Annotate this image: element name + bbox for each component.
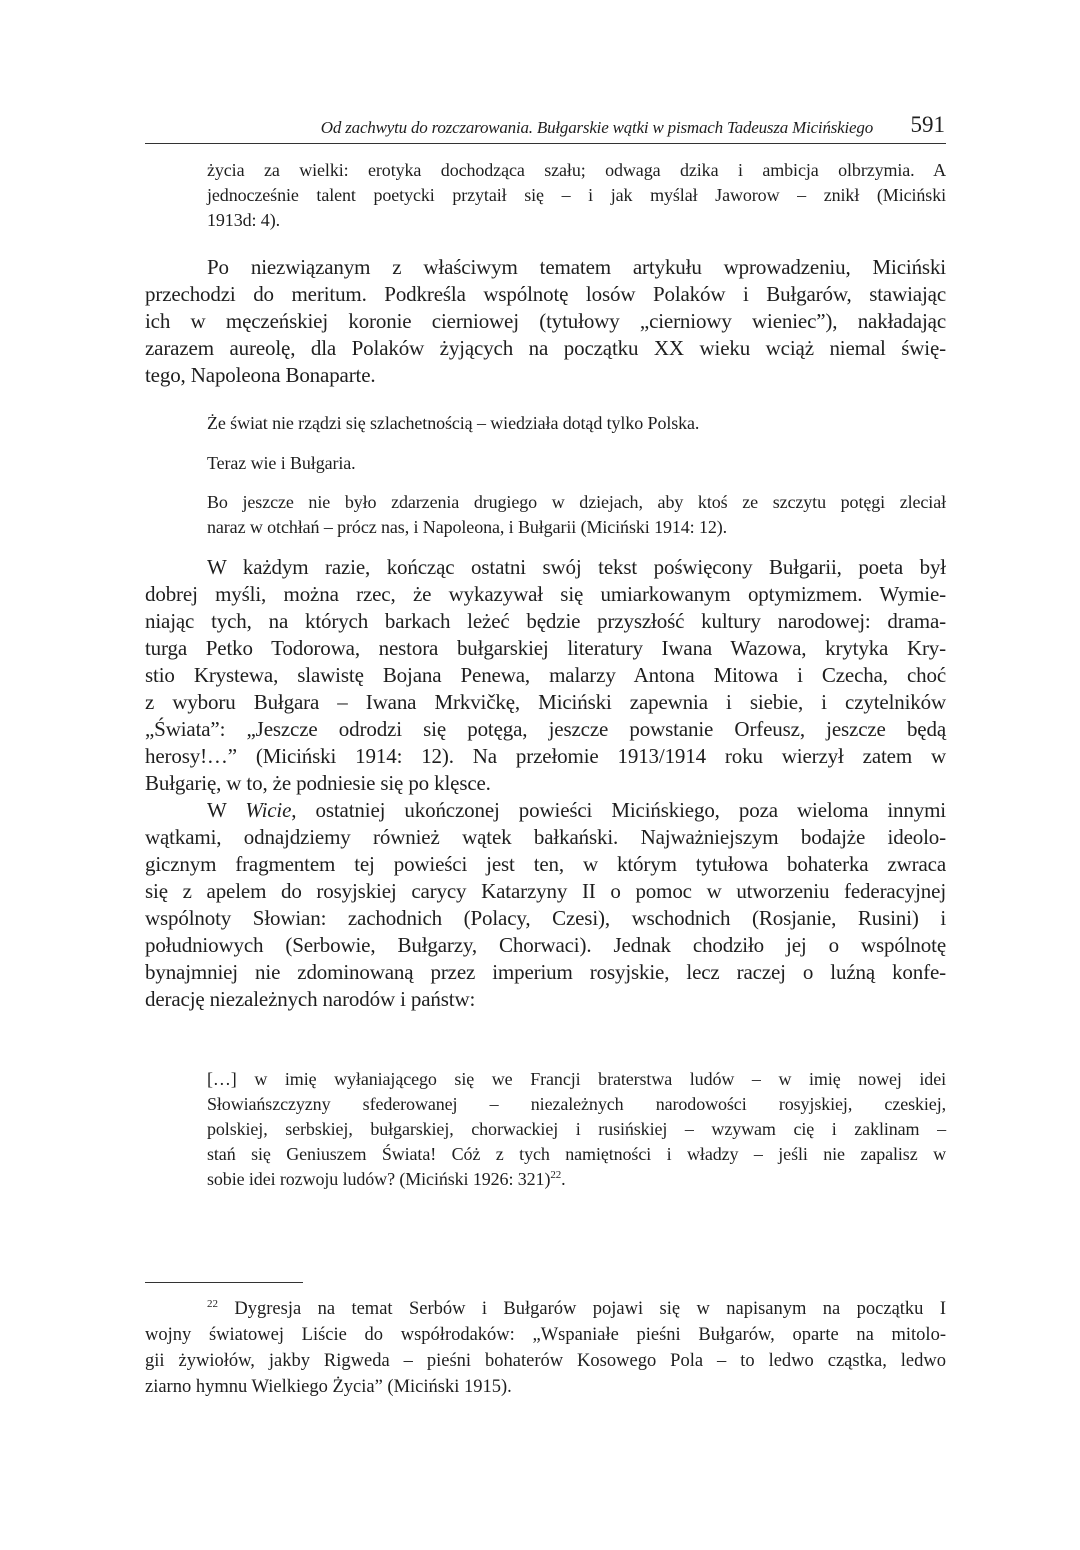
text-run: wojny światowej Liście do współrodaków: „Wspaniałe pieśni Bułgarów, oparte na mitolo- (145, 1325, 946, 1345)
text-line (207, 158, 946, 183)
text-run: […] w imię wyłaniającego się we Francji braterstwa ludów – w imię nowej idei (207, 1069, 946, 1089)
text-run: Bo jeszcze nie było zdarzenia drugiego w dziejach, aby ktoś ze szczytu potęgi zleciał (207, 492, 946, 512)
paragraph-2 (145, 554, 946, 797)
text-line (207, 1142, 946, 1167)
text-line (145, 1374, 946, 1400)
text-line (145, 1348, 946, 1374)
text-line (207, 515, 946, 540)
text-run: przechodzi do meritum. Podkreśla wspólnotę losów Polaków i Bułgarów, stawiając (145, 282, 946, 306)
text-line (207, 1067, 946, 1092)
text-line (145, 1296, 946, 1322)
text-run: sobie idei rozwoju ludów? (Miciński 1926: 321) (207, 1169, 551, 1189)
text-line (207, 1117, 946, 1142)
text-line (145, 308, 946, 335)
text-run: W (207, 798, 246, 822)
footnote-reference: 22 (550, 1169, 562, 1181)
block-quote-2a (207, 411, 946, 436)
text-line (145, 959, 946, 986)
text-line (145, 281, 946, 308)
text-line (145, 851, 946, 878)
text-line (145, 716, 946, 743)
text-run: gicznym fragmentem tej powieści jest ten, w którym tytułowa bohaterka zwraca (145, 852, 946, 876)
text-line (207, 411, 946, 436)
text-run: się z apelem do rosyjskiej carycy Katarzyny II o pomoc w utworzeniu federacyjnej (145, 879, 946, 903)
text-run: zarazem aureolę, dla Polaków żyjących na początku XX wieku wciąż niemal świę- (145, 336, 946, 360)
text-run: niając tych, na których barkach leżeć będzie przyszłość kultury narodowej: drama- (145, 609, 946, 633)
text-run: ich w męczeńskiej koronie cierniowej (tytułowy „cierniowy wieniec”), nakładając (145, 309, 946, 333)
text-run: Że świat nie rządzi się szlachetnością – wiedziała dotąd tylko Polska. (207, 413, 700, 433)
text-run: gii żywiołów, jakby Rigweda – pieśni bohaterów Kosowego Pola – to ledwo cząstka, ledwo (145, 1351, 946, 1371)
text-line (207, 208, 946, 233)
text-run: wątkami, odnajdziemy również wątek bałkański. Najważniejszym bodajże ideolo- (145, 825, 946, 849)
text-run: dobrej myśli, można rzec, że wykazywał się umiarkowanym optymizmem. Wymie- (145, 582, 946, 606)
text-line (145, 608, 946, 635)
text-line (145, 824, 946, 851)
running-header (145, 112, 945, 142)
header-rule (145, 143, 946, 144)
text-run: z wyboru Bułgara – Iwana Mrkvičkę, Miciński zapewnia i siebie, i czytelników (145, 690, 946, 714)
text-run: Teraz wie i Bułgaria. (207, 453, 356, 473)
text-run: ziarno hymnu Wielkiego Życia” (Miciński 1915). (145, 1377, 512, 1397)
footnote-22 (145, 1296, 946, 1400)
text-run: tego, Napoleona Bonaparte. (145, 363, 376, 387)
text-line (145, 1322, 946, 1348)
text-run: , ostatniej ukończonej powieści Micińskiego, poza wieloma innymi (291, 798, 946, 822)
paragraph-3 (145, 797, 946, 1013)
text-run: Słowiańszczyzny sfederowanej – niezależnych narodowości rosyjskiej, czeskiej, (207, 1094, 946, 1114)
text-run: jednocześnie talent poetycki przytaił się – i jak myślał Jaworow – znikł (Miciński (207, 185, 946, 205)
page-number: 591 (910, 112, 945, 137)
text-run: turga Petko Todorowa, nestora bułgarskiej literatury Iwana Wazowa, krytyka Kry- (145, 636, 946, 660)
text-line (145, 743, 946, 770)
text-run: bynajmniej nie zdominowaną przez imperium rosyjskie, lecz raczej o luźną konfe- (145, 960, 946, 984)
block-quote-1 (207, 158, 946, 233)
text-line (207, 1167, 946, 1192)
paragraph-1 (145, 254, 946, 389)
text-line (207, 183, 946, 208)
text-line (145, 635, 946, 662)
text-line (145, 554, 946, 581)
text-line (145, 362, 946, 389)
text-line (207, 490, 946, 515)
footnote-rule (145, 1282, 303, 1283)
text-line (145, 986, 946, 1013)
text-run: naraz w otchłań – prócz nas, i Napoleona, i Bułgarii (Miciński 1914: 12). (207, 517, 728, 537)
footnote-marker: 22 (207, 1298, 218, 1310)
text-line (145, 581, 946, 608)
text-run: życia za wielki: erotyka dochodząca szału; odwaga dzika i ambicja olbrzymia. A (207, 160, 946, 180)
text-line (207, 451, 946, 476)
text-run: W każdym razie, kończąc ostatni swój tekst poświęcony Bułgarii, poeta był (207, 555, 946, 579)
text-line (145, 335, 946, 362)
block-quote-2b (207, 451, 946, 476)
text-line (145, 878, 946, 905)
text-line (145, 905, 946, 932)
text-run: południowych (Serbowie, Bułgarzy, Chorwaci). Jednak chodziło jej o wspólnotę (145, 933, 946, 957)
text-run: polskiej, serbskiej, bułgarskiej, chorwackiej i rusińskiej – wzywam cię i zaklinam – (207, 1119, 946, 1139)
text-run: Dygresja na temat Serbów i Bułgarów pojawi się w napisanym na początku I (218, 1299, 946, 1319)
text-line (207, 1092, 946, 1117)
text-line (145, 254, 946, 281)
text-line (145, 797, 946, 824)
text-run: derację niezależnych narodów i państw: (145, 987, 476, 1011)
block-quote-3 (207, 1067, 946, 1192)
text-run: herosy!…” (Miciński 1914: 12). Na przełomie 1913/1914 roku wierzył zatem w (145, 744, 946, 768)
text-line (145, 662, 946, 689)
text-line (145, 689, 946, 716)
block-quote-2c (207, 490, 946, 540)
text-run: . (561, 1169, 566, 1189)
text-run: Po niezwiązanym z właściwym tematem artykułu wprowadzeniu, Miciński (207, 255, 946, 279)
text-line (145, 770, 946, 797)
text-run: wspólnoty Słowian: zachodnich (Polacy, Czesi), wschodnich (Rosjanie, Rusini) i (145, 906, 946, 930)
text-run: stio Krystewa, slawistę Bojana Penewa, malarzy Antona Mitowa i Czecha, choć (145, 663, 946, 687)
text-line (145, 932, 946, 959)
text-run: „Świata”: „Jeszcze odrodzi się potęga, jeszcze powstanie Orfeusz, jeszcze będą (145, 717, 946, 741)
italic-title: Wicie (245, 798, 292, 822)
text-run: stań się Geniuszem Świata! Cóż z tych namiętności i władzy – jeśli nie zapalisz w (207, 1144, 946, 1164)
text-run: 1913d: 4). (207, 210, 280, 230)
running-title: Od zachwytu do rozczarowania. Bułgarskie wątki w pismach Tadeusza Micińskiego (320, 118, 873, 137)
text-run: Bułgarię, w to, że podniesie się po klęsce. (145, 771, 491, 795)
